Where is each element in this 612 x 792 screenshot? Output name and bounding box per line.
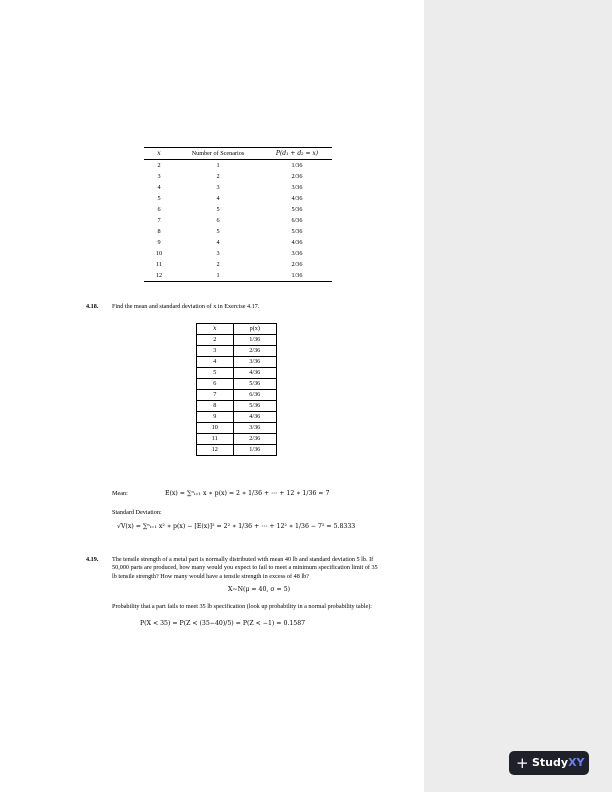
table-cell: 12	[197, 445, 234, 456]
table-cell: 6	[216, 217, 220, 224]
table-cell: 2/36	[291, 261, 303, 268]
table-row	[144, 248, 332, 259]
table-cell: 6	[197, 379, 234, 390]
brand-name-study: Study	[532, 756, 569, 769]
table-row	[197, 357, 277, 368]
table-cell: 7	[157, 217, 161, 224]
probability-label: Probability that a part fails to meet 35 lb specification (look up probability in a normal probability table):	[112, 603, 372, 610]
table-scenarios	[144, 147, 332, 282]
table-cell: 1	[216, 162, 220, 169]
table-row	[197, 390, 277, 401]
table-cell: 6/36	[291, 217, 303, 224]
comment-sidebar	[424, 0, 612, 792]
table-cell: 9	[157, 239, 161, 246]
table-cell: 1/36	[291, 162, 303, 169]
table-cell: 5/36	[233, 379, 276, 390]
col-header-x: x	[197, 324, 234, 335]
table-cell: 7	[197, 390, 234, 401]
table-cell: 1/36	[233, 445, 276, 456]
table-cell: 4/36	[291, 195, 303, 202]
brand-name	[532, 751, 585, 775]
table-cell: 5	[216, 228, 220, 235]
table-cell: 2	[197, 335, 234, 346]
table-cell: 6	[157, 206, 161, 213]
table-row	[144, 270, 332, 282]
table-cell: 4/36	[291, 239, 303, 246]
table-cell: 2	[216, 261, 220, 268]
table-cell: 3	[157, 173, 161, 180]
table-row	[197, 335, 277, 346]
table-cell: 9	[197, 412, 234, 423]
studyxy-logo[interactable]	[509, 751, 589, 775]
table-cell: 5/36	[291, 206, 303, 213]
col-header-x: x	[157, 150, 161, 157]
table-row	[197, 412, 277, 423]
table-cell: 5	[197, 368, 234, 379]
mean-label: Mean:	[112, 490, 128, 497]
table-cell: 2/36	[291, 173, 303, 180]
table-header-row	[144, 148, 332, 160]
col-header-probability: P(d₁ + d₂ = x)	[275, 150, 319, 157]
col-header-scenarios: Number of Scenarios	[191, 150, 245, 157]
table-row	[144, 182, 332, 193]
table-cell: 4	[216, 239, 220, 246]
table-cell: 2/36	[233, 346, 276, 357]
table-cell: 1	[216, 272, 220, 279]
table-cell: 3/36	[291, 184, 303, 191]
table-row	[197, 401, 277, 412]
table-cell: 11	[156, 261, 162, 268]
exercise-number-4-18: 4.18.	[86, 303, 99, 310]
exercise-prompt-4-18: Find the mean and standard deviation of x in Exercise 4.17.	[112, 303, 260, 310]
table-cell: 3/36	[233, 423, 276, 434]
table-row	[144, 215, 332, 226]
table-row	[197, 423, 277, 434]
sd-label: Standard Deviation:	[112, 509, 162, 516]
table-cell: 8	[197, 401, 234, 412]
table-cell: 2	[157, 162, 161, 169]
table-cell: 4	[197, 357, 234, 368]
table-row	[144, 259, 332, 270]
table-cell: 5/36	[233, 401, 276, 412]
table-cell: 10	[197, 423, 234, 434]
table-cell: 1/36	[291, 272, 303, 279]
sd-formula: √V(x) = ∑ⁿᵢ₌₁ x² ∗ p(x) − [E(x)]² = 2² ∗ 1/36 + ⋯ + 12² ∗ 1/36 − 7² = 5.8333	[117, 523, 356, 530]
table-row	[144, 204, 332, 215]
exercise-number-4-19: 4.19.	[86, 556, 99, 563]
table-cell: 4	[216, 195, 220, 202]
plus-icon: +	[516, 754, 529, 772]
exercise-text-line-3: lb tensile strength? How many would have a tensile strength in excess of 48 lb?	[112, 573, 309, 580]
table-distribution	[196, 323, 277, 456]
table-row	[144, 171, 332, 182]
table-row	[144, 160, 332, 172]
table-cell: 2	[216, 173, 220, 180]
exercise-text-line-1: The tensile strength of a metal part is normally distributed with mean 40 lb and standard deviation 5 lb. If	[112, 556, 374, 563]
table-cell: 3/36	[233, 357, 276, 368]
table-row	[144, 226, 332, 237]
table-body	[197, 335, 277, 456]
table-row	[144, 237, 332, 248]
table-header-row	[197, 324, 277, 335]
table-row	[197, 346, 277, 357]
table-row	[197, 434, 277, 445]
table-cell: 4/36	[233, 412, 276, 423]
table-cell: 6/36	[233, 390, 276, 401]
table-cell: 5	[157, 195, 161, 202]
table-row	[197, 379, 277, 390]
table-cell: 1/36	[233, 335, 276, 346]
table-cell: 11	[197, 434, 234, 445]
table-cell: 3	[197, 346, 234, 357]
table-cell: 8	[157, 228, 161, 235]
mean-formula: E(x) = ∑ⁿᵢ₌₁ x ∗ p(x) = 2 ∗ 1/36 + ⋯ + 12 ∗ 1/36 = 7	[165, 490, 330, 497]
probability-formula: P(X < 35) = P(Z < (35−40)/5) = P(Z < −1) = 0.1587	[140, 620, 306, 627]
table-row	[197, 445, 277, 456]
table-cell: 5	[216, 206, 220, 213]
table-cell: 10	[155, 250, 163, 257]
distribution-formula: X~N(μ = 40, σ = 5)	[228, 586, 291, 593]
table-cell: 3	[216, 250, 220, 257]
col-header-px: p(x)	[233, 324, 276, 335]
table-cell: 4/36	[233, 368, 276, 379]
table-body	[144, 160, 332, 282]
table-cell: 12	[155, 272, 163, 279]
table-cell: 4	[157, 184, 161, 191]
table-row	[197, 368, 277, 379]
brand-name-accent: XY	[568, 756, 585, 769]
table-cell: 3/36	[291, 250, 303, 257]
table-row	[144, 193, 332, 204]
table-cell: 3	[216, 184, 220, 191]
exercise-text-line-2: 50,000 parts are produced, how many would you expect to fail to meet a minimum specification limit of 35	[112, 564, 378, 571]
table-cell: 5/36	[291, 228, 303, 235]
table-cell: 2/36	[233, 434, 276, 445]
